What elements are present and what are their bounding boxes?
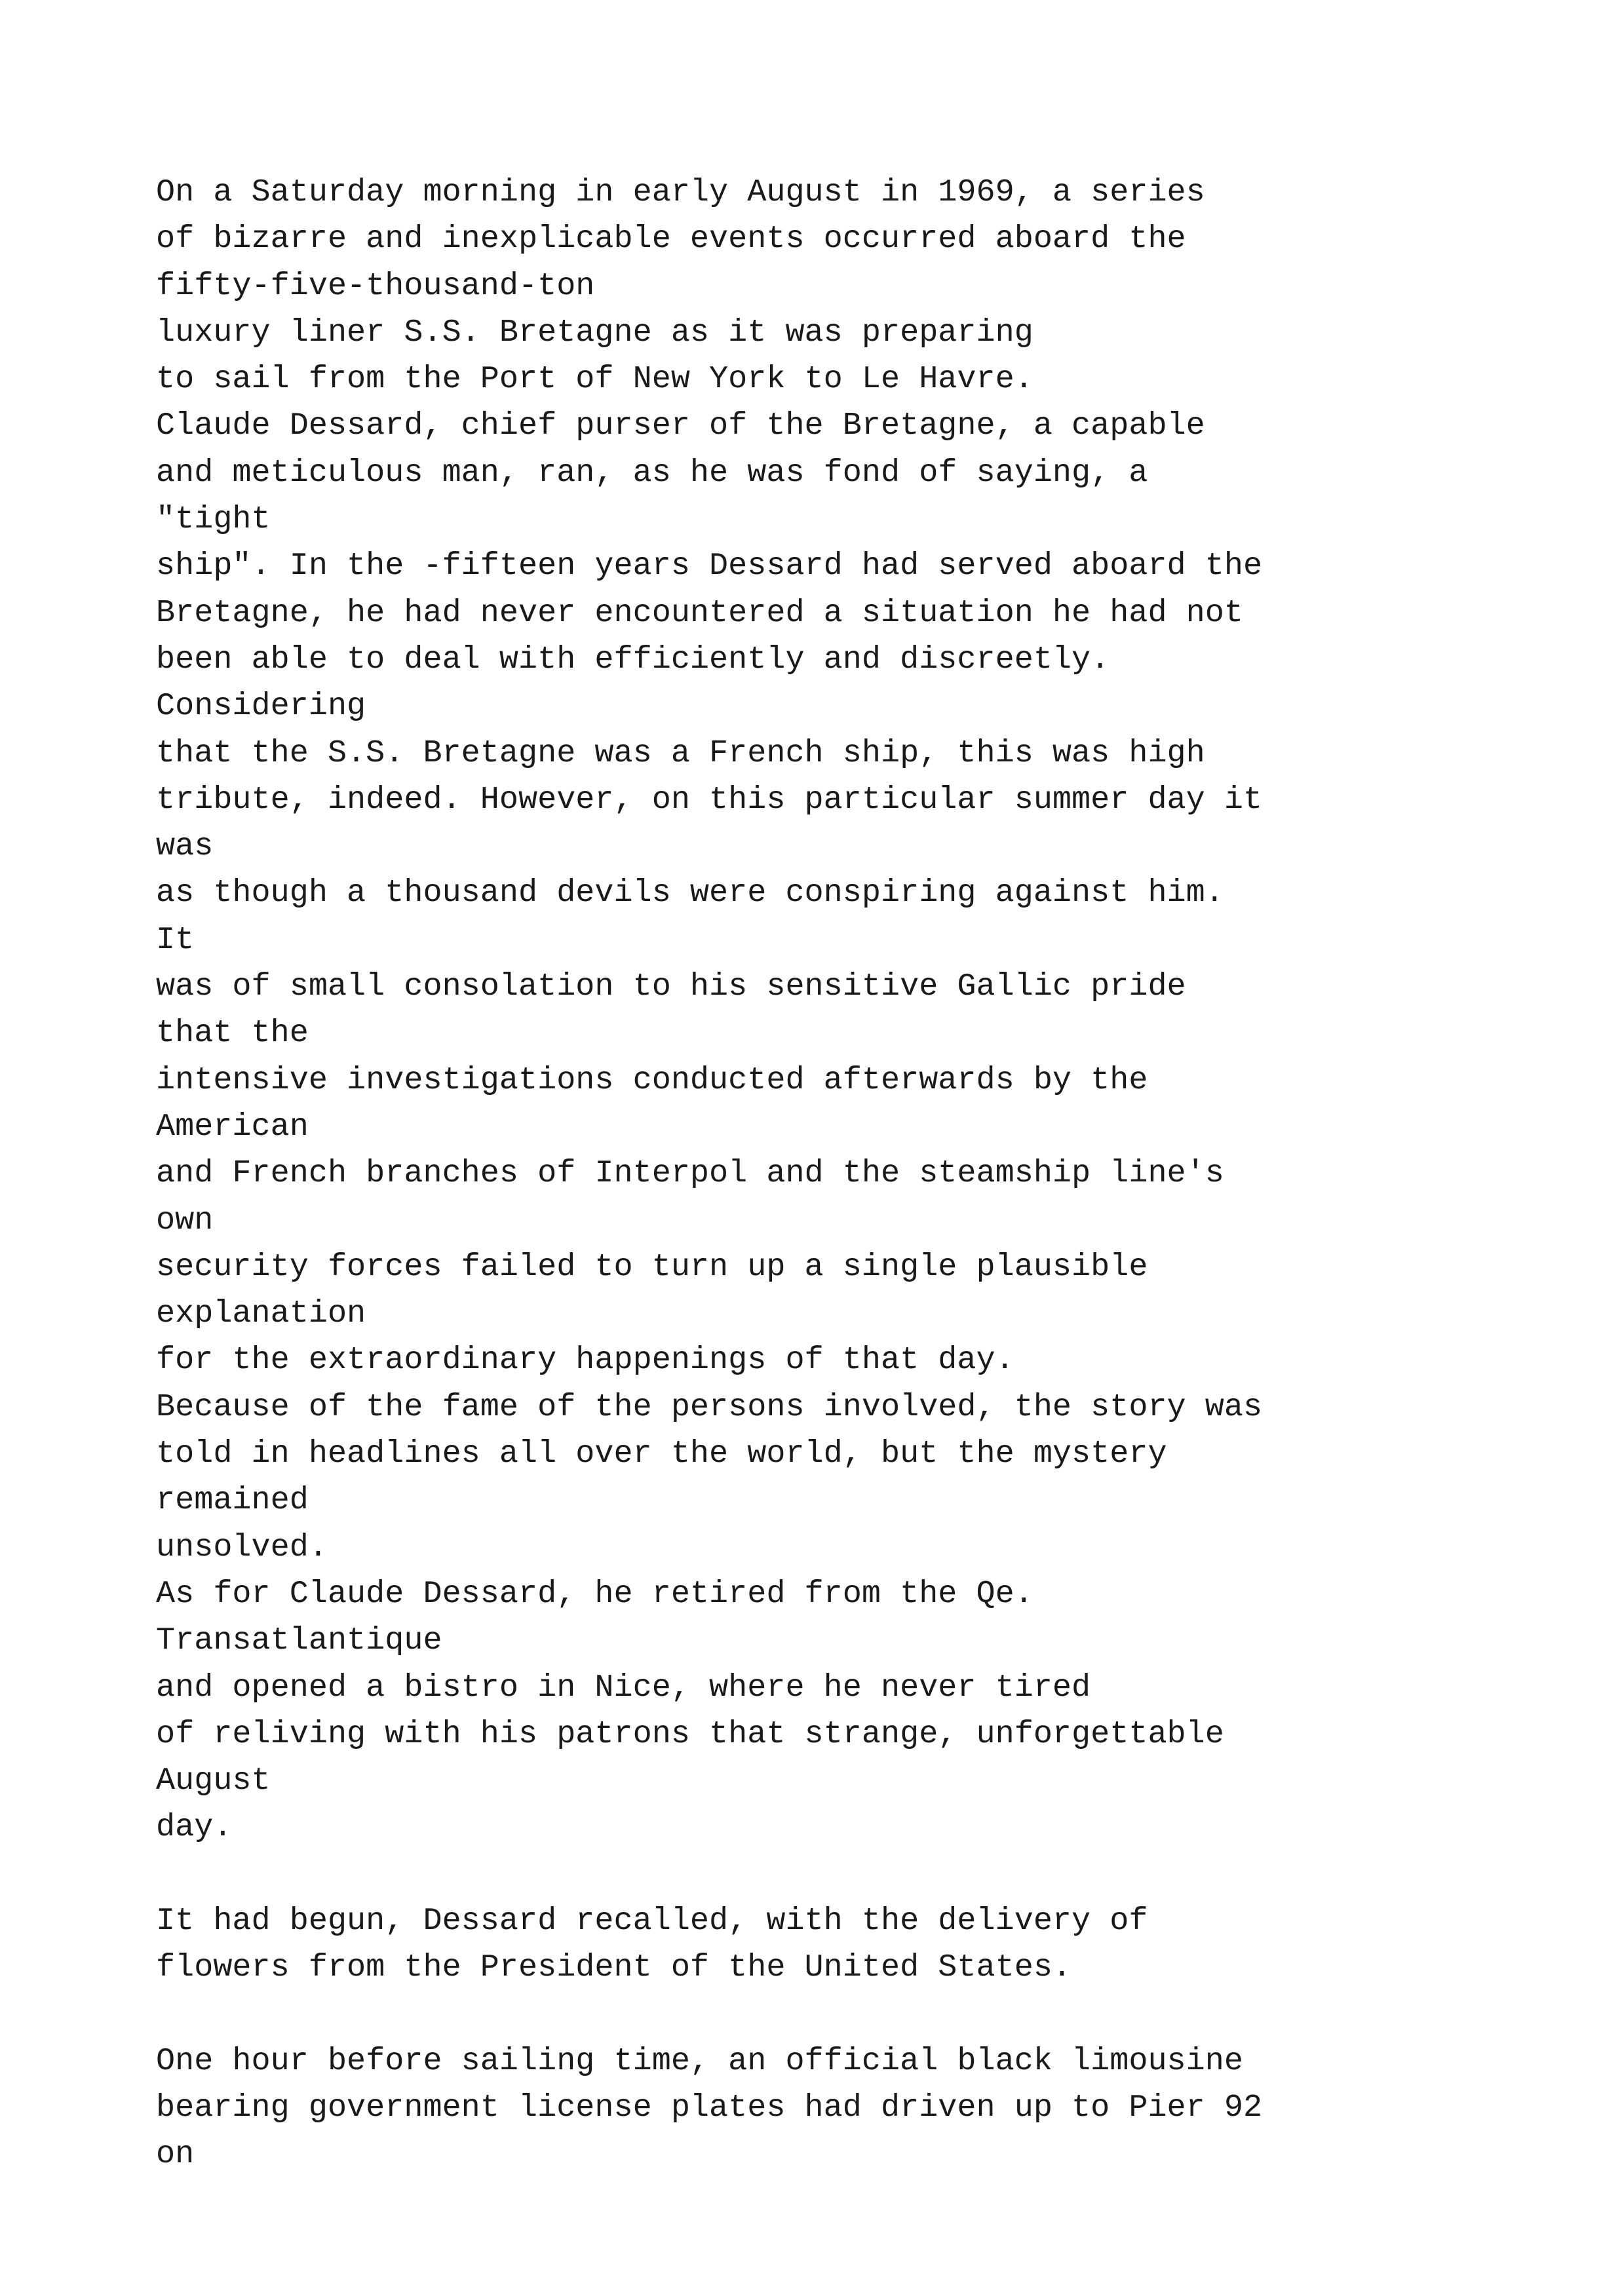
text-line: of bizarre and inexplicable events occurred aboard the [156, 221, 1186, 258]
text-line: It [156, 921, 195, 958]
text-line: and French branches of Interpol and the steamship line's [156, 1155, 1224, 1192]
text-line: that the S.S. Bretagne was a French ship, this was high [156, 735, 1205, 771]
text-line: fifty-five-thousand-ton [156, 267, 595, 304]
text-line: intensive investigations conducted afterwards by the [156, 1062, 1148, 1098]
blank-line [156, 1991, 1532, 2038]
text-line: security forces failed to turn up a single plausible [156, 1248, 1148, 1285]
text-line: and meticulous man, ran, as he was fond of saying, a [156, 454, 1148, 491]
text-line: One hour before sailing time, an official black limousine [156, 2042, 1243, 2079]
text-line: of reliving with his patrons that strange, unforgettable [156, 1715, 1224, 1752]
text-line: on [156, 2136, 195, 2173]
text-line: for the extraordinary happenings of that day. [156, 1342, 1014, 1379]
text-line: On a Saturday morning in early August in 1969, a series [156, 174, 1205, 210]
text-line: day. [156, 1809, 233, 1846]
text-line: It had begun, Dessard recalled, with the delivery of [156, 1902, 1148, 1939]
text-line: unsolved. [156, 1529, 328, 1565]
text-line: Claude Dessard, chief purser of the Bretagne, a capable [156, 408, 1205, 444]
text-line: that the [156, 1015, 309, 1052]
text-line: and opened a bistro in Nice, where he never tired [156, 1669, 1091, 1706]
text-line: bearing government license plates had driven up to Pier 92 [156, 2090, 1263, 2126]
body-text [156, 169, 1532, 2178]
text-line: luxury liner S.S. Bretagne as it was preparing [156, 314, 1033, 351]
text-line: "tight [156, 501, 271, 538]
text-line: own [156, 1202, 214, 1238]
text-line: explanation [156, 1295, 366, 1332]
text-line: was [156, 828, 214, 865]
blank-line [156, 1851, 1532, 1898]
text-line: Transatlantique [156, 1622, 442, 1659]
text-line: told in headlines all over the world, but the mystery [156, 1436, 1167, 1472]
text-line: Considering [156, 688, 366, 725]
text-line: been able to deal with efficiently and discreetly. [156, 641, 1110, 678]
text-line: American [156, 1108, 309, 1145]
text-line: as though a thousand devils were conspiring against him. [156, 875, 1224, 911]
text-line: to sail from the Port of New York to Le Havre. [156, 361, 1033, 398]
text-line: Because of the fame of the persons involved, the story was [156, 1388, 1263, 1425]
text-line: August [156, 1763, 271, 1799]
text-line: was of small consolation to his sensitive Gallic pride [156, 968, 1186, 1005]
text-line: flowers from the President of the United States. [156, 1949, 1072, 1986]
text-line: ship". In the -fifteen years Dessard had served aboard the [156, 548, 1263, 584]
text-line: As for Claude Dessard, he retired from the Qe. [156, 1575, 1033, 1612]
text-line: tribute, indeed. However, on this particular summer day it [156, 781, 1263, 818]
text-line: remained [156, 1482, 309, 1519]
text-line: Bretagne, he had never encountered a situation he had not [156, 594, 1243, 631]
